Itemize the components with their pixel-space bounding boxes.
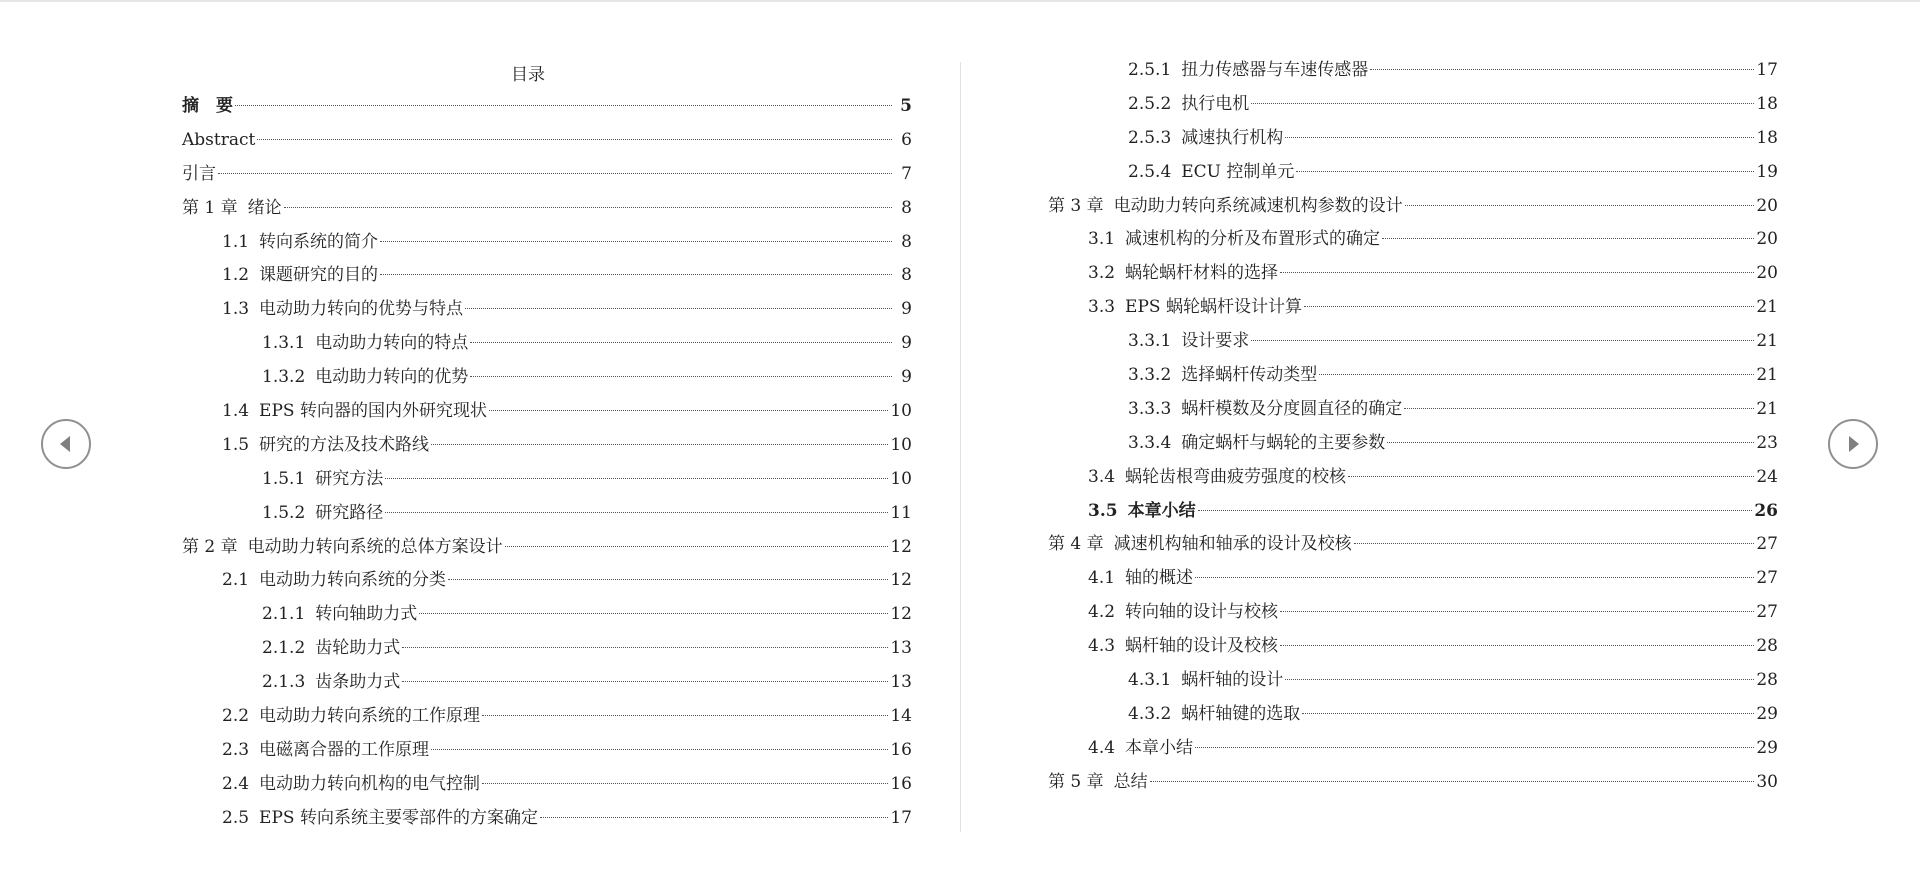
toc-entry-number: 1.1	[222, 231, 250, 252]
toc-entry-title: 蜗轮蜗杆材料的选择	[1125, 263, 1279, 284]
toc-entry-title: 电动助力转向的优势	[315, 367, 469, 388]
toc-entry[interactable]	[182, 395, 912, 429]
toc-entry-title: 确定蜗杆与蜗轮的主要参数	[1181, 432, 1386, 453]
toc-entry-page-number: 16	[890, 773, 912, 794]
toc-entry-number: 第 5 章	[1048, 771, 1104, 792]
toc-entry-page-number: 10	[890, 434, 912, 455]
toc-entry-page-number: 29	[1756, 737, 1778, 758]
toc-entry-page-number: 9	[901, 299, 912, 320]
toc-entry[interactable]	[1048, 732, 1778, 766]
toc-entry-title: 蜗杆模数及分度圆直径的确定	[1181, 398, 1403, 419]
toc-entry-title: 研究方法	[315, 468, 384, 489]
toc-entry-title: EPS 转向系统主要零部件的方案确定	[259, 807, 538, 828]
toc-entry-page-number: 17	[1756, 60, 1778, 80]
toc-entry[interactable]	[1048, 88, 1778, 122]
toc-entry[interactable]	[182, 497, 912, 531]
toc-entry-title: 转向轴的设计与校核	[1125, 602, 1279, 623]
toc-entry-title: 选择蜗杆传动类型	[1181, 365, 1318, 386]
dot-leader	[402, 647, 888, 648]
dot-leader	[540, 817, 888, 818]
toc-entry[interactable]	[182, 429, 912, 463]
dot-leader	[1304, 306, 1754, 307]
toc-entry-title: 蜗杆轴的设计及校核	[1125, 636, 1279, 657]
dot-leader	[431, 749, 888, 750]
toc-entry-number: 2.1.3	[262, 672, 306, 693]
toc-entry-page-number: 12	[890, 570, 912, 591]
toc-list-right	[1048, 54, 1778, 800]
chevron-left-icon	[43, 421, 89, 467]
toc-entry-title: EPS 蜗轮蜗杆设计计算	[1125, 297, 1302, 318]
toc-entry-page-number: 16	[890, 739, 912, 760]
toc-entry[interactable]	[182, 226, 912, 260]
toc-entry-number: 第 1 章	[182, 197, 238, 218]
toc-entry-number: 2.5.1	[1128, 60, 1172, 80]
toc-entry-number: 1.2	[222, 265, 250, 286]
page-divider	[960, 62, 961, 832]
toc-entry[interactable]	[1048, 257, 1778, 291]
toc-entry-number: 3.3.1	[1128, 331, 1172, 352]
toc-entry[interactable]	[1048, 156, 1778, 190]
dot-leader	[431, 444, 888, 445]
toc-entry-number: 3.4	[1088, 466, 1116, 487]
dot-leader	[1150, 781, 1754, 782]
toc-entry-page-number: 11	[890, 502, 912, 523]
toc-entry[interactable]	[1048, 359, 1778, 393]
toc-entry-title: 转向轴助力式	[315, 604, 418, 625]
dot-leader	[385, 512, 888, 513]
toc-entry-page-number: 27	[1756, 568, 1778, 589]
dot-leader	[218, 173, 892, 174]
toc-entry-page-number: 12	[890, 536, 912, 557]
toc-entry[interactable]	[182, 531, 912, 565]
dot-leader	[1382, 238, 1754, 239]
toc-entry[interactable]	[1048, 698, 1778, 732]
chevron-right-icon	[1830, 421, 1876, 467]
toc-entry-title: ECU 控制单元	[1181, 161, 1295, 182]
toc-entry[interactable]	[182, 802, 912, 836]
toc-entry-page-number: 29	[1756, 703, 1778, 724]
toc-entry[interactable]	[182, 632, 912, 666]
toc-entry[interactable]	[182, 293, 912, 327]
toc-entry-page-number: 10	[890, 468, 912, 489]
toc-entry-number: 4.3.1	[1128, 670, 1172, 691]
dot-leader	[1370, 69, 1754, 70]
toc-entry[interactable]	[182, 259, 912, 293]
dot-leader	[1405, 205, 1754, 206]
toc-entry-page-number: 26	[1754, 500, 1778, 521]
toc-entry-title: 电动助力转向机构的电气控制	[259, 773, 481, 794]
left-page	[182, 54, 912, 836]
toc-entry-number: 第 3 章	[1048, 195, 1104, 216]
toc-entry-page-number: 6	[901, 129, 912, 150]
toc-entry-page-number: 30	[1756, 771, 1778, 792]
toc-entry-title: 轴的概述	[1125, 568, 1194, 589]
toc-entry-page-number: 21	[1756, 297, 1778, 318]
toc-entry[interactable]	[1048, 122, 1778, 156]
top-border	[0, 0, 1920, 2]
dot-leader	[1251, 340, 1754, 341]
toc-entry-title: 本章小结	[1125, 737, 1194, 758]
dot-leader	[1251, 103, 1754, 104]
toc-entry-page-number: 10	[890, 401, 912, 422]
toc-entry-title: Abstract	[182, 129, 256, 150]
dot-leader	[1195, 747, 1754, 748]
toc-entry[interactable]	[1048, 393, 1778, 427]
toc-entry-number: 2.1.2	[262, 638, 306, 659]
toc-entry-title: 设计要求	[1181, 331, 1250, 352]
toc-entry-title: 减速机构轴和轴承的设计及校核	[1113, 534, 1352, 555]
toc-entry-title: 电动助力转向的优势与特点	[259, 299, 464, 320]
toc-entry-page-number: 27	[1756, 534, 1778, 555]
toc-entry-number: 2.3	[222, 739, 250, 760]
toc-entry-number: 2.4	[222, 773, 250, 794]
toc-entry-title: 减速执行机构	[1181, 127, 1284, 148]
toc-entry[interactable]	[182, 327, 912, 361]
toc-entry-title: 电动助力转向系统的总体方案设计	[247, 536, 503, 557]
toc-entry[interactable]	[182, 598, 912, 632]
toc-entry[interactable]	[182, 361, 912, 395]
toc-entry[interactable]	[182, 90, 912, 124]
dot-leader	[257, 139, 892, 140]
toc-entry-title: 电动助力转向系统的工作原理	[259, 706, 481, 727]
dot-leader	[1354, 543, 1754, 544]
toc-entry-number: 4.4	[1088, 737, 1116, 758]
dot-leader	[1319, 374, 1754, 375]
toc-entry-number: 1.5.1	[262, 468, 306, 489]
toc-entry-page-number: 27	[1756, 602, 1778, 623]
toc-entry[interactable]	[1048, 495, 1778, 529]
toc-entry[interactable]	[1048, 630, 1778, 664]
toc-list-left	[182, 54, 912, 836]
toc-entry-title: 课题研究的目的	[259, 265, 379, 286]
toc-entry-number: 2.5	[222, 807, 250, 828]
dot-leader	[419, 613, 888, 614]
dot-leader	[385, 478, 888, 479]
toc-entry-page-number: 24	[1756, 466, 1778, 487]
toc-entry-page-number: 17	[890, 807, 912, 828]
toc-entry-title: 转向系统的简介	[259, 231, 379, 252]
toc-entry-number: 3.5	[1088, 500, 1118, 521]
toc-entry-page-number: 5	[900, 96, 912, 116]
toc-entry-page-number: 9	[901, 333, 912, 354]
dot-leader	[1195, 577, 1754, 578]
dot-leader	[1285, 137, 1754, 138]
toc-entry-number: 1.5.2	[262, 502, 306, 523]
toc-entry-page-number: 8	[901, 265, 912, 286]
toc-entry-number: 2.5.4	[1128, 161, 1172, 182]
toc-entry-number: 3.3	[1088, 297, 1116, 318]
toc-entry-number: 2.5.2	[1128, 93, 1172, 114]
toc-entry[interactable]	[182, 463, 912, 497]
toc-entry-number: 1.3.2	[262, 367, 306, 388]
toc-entry-title: 电磁离合器的工作原理	[259, 739, 430, 760]
toc-entry-title: 研究的方法及技术路线	[259, 434, 430, 455]
toc-entry[interactable]	[182, 158, 912, 192]
toc-entry-number: 3.3.4	[1128, 432, 1172, 453]
toc-entry[interactable]	[182, 564, 912, 598]
toc-entry-page-number: 21	[1756, 365, 1778, 386]
toc-entry-page-number: 18	[1756, 127, 1778, 148]
dot-leader	[1296, 171, 1754, 172]
toc-entry-title: 执行电机	[1181, 93, 1250, 114]
toc-entry[interactable]	[182, 768, 912, 802]
toc-entry-number: 第 4 章	[1048, 534, 1104, 555]
toc-entry-page-number: 14	[890, 706, 912, 727]
dot-leader	[284, 207, 892, 208]
toc-entry-title: 扭力传感器与车速传感器	[1181, 60, 1369, 80]
toc-entry[interactable]	[1048, 596, 1778, 630]
toc-entry-page-number: 20	[1756, 195, 1778, 216]
toc-entry-title: 绪论	[247, 197, 282, 218]
dot-leader	[1302, 713, 1754, 714]
toc-entry-title: 总结	[1113, 771, 1148, 792]
toc-entry-number: 2.1.1	[262, 604, 306, 625]
dot-leader	[482, 783, 888, 784]
toc-entry[interactable]	[1048, 291, 1778, 325]
toc-entry[interactable]	[1048, 528, 1778, 562]
toc-entry-number: 1.4	[222, 401, 250, 422]
toc-entry-page-number: 28	[1756, 670, 1778, 691]
toc-entry-page-number: 20	[1756, 263, 1778, 284]
toc-entry[interactable]	[182, 666, 912, 700]
toc-entry-title: 齿轮助力式	[315, 638, 401, 659]
toc-entry-page-number: 13	[890, 638, 912, 659]
toc-entry-page-number: 21	[1756, 398, 1778, 419]
toc-entry[interactable]	[1048, 461, 1778, 495]
toc-entry-title: 蜗杆轴的设计	[1181, 670, 1284, 691]
toc-entry[interactable]	[1048, 223, 1778, 257]
toc-entry-title: 引言	[182, 163, 216, 184]
toc-entry-number: 1.3.1	[262, 333, 306, 354]
toc-entry-number: 2.2	[222, 706, 250, 727]
toc-entry-title: 摘 要	[182, 96, 233, 116]
dot-leader	[1285, 679, 1754, 680]
dot-leader	[470, 376, 892, 377]
toc-entry-page-number: 13	[890, 672, 912, 693]
toc-entry-page-number: 9	[901, 367, 912, 388]
toc-entry-title: EPS 转向器的国内外研究现状	[259, 401, 487, 422]
toc-entry-page-number: 8	[901, 231, 912, 252]
dot-leader	[1280, 272, 1754, 273]
toc-entry-number: 4.3	[1088, 636, 1116, 657]
toc-entry[interactable]	[1048, 325, 1778, 359]
toc-entry-number: 3.3.3	[1128, 398, 1172, 419]
toc-entry-number: 4.2	[1088, 602, 1116, 623]
toc-entry-number: 3.1	[1088, 229, 1116, 250]
toc-entry[interactable]	[182, 192, 912, 226]
toc-entry-page-number: 28	[1756, 636, 1778, 657]
toc-entry-page-number: 7	[901, 163, 912, 184]
toc-title: 目录	[511, 65, 545, 85]
toc-entry[interactable]	[1048, 562, 1778, 596]
toc-entry-page-number: 19	[1756, 161, 1778, 182]
dot-leader	[1348, 476, 1754, 477]
toc-entry-title: 电动助力转向系统的分类	[259, 570, 447, 591]
toc-entry-page-number: 21	[1756, 331, 1778, 352]
dot-leader	[482, 715, 888, 716]
previous-page-button[interactable]	[41, 419, 91, 469]
dot-leader	[1387, 442, 1754, 443]
dot-leader	[448, 579, 888, 580]
dot-leader	[380, 274, 892, 275]
toc-entry-title: 电动助力转向系统减速机构参数的设计	[1113, 195, 1403, 216]
dot-leader	[1280, 611, 1754, 612]
toc-entry[interactable]	[1048, 54, 1778, 88]
dot-leader	[470, 342, 892, 343]
toc-entry-title: 电动助力转向的特点	[315, 333, 469, 354]
toc-entry-number: 2.1	[222, 570, 250, 591]
next-page-button[interactable]	[1828, 419, 1878, 469]
toc-entry-number: 4.1	[1088, 568, 1116, 589]
dot-leader	[235, 105, 892, 106]
toc-entry-title: 蜗杆轴键的选取	[1181, 703, 1301, 724]
toc-entry-number: 2.5.3	[1128, 127, 1172, 148]
toc-entry[interactable]	[182, 124, 912, 158]
toc-entry-page-number: 8	[901, 197, 912, 218]
toc-entry-title: 研究路径	[315, 502, 384, 523]
toc-entry[interactable]	[182, 700, 912, 734]
toc-entry[interactable]	[1048, 664, 1778, 698]
dot-leader	[380, 241, 892, 242]
toc-entry-page-number: 23	[1756, 432, 1778, 453]
toc-entry-page-number: 12	[890, 604, 912, 625]
toc-entry-number: 1.5	[222, 434, 250, 455]
toc-entry-title: 减速机构的分析及布置形式的确定	[1125, 229, 1381, 250]
dot-leader	[489, 410, 888, 411]
toc-entry-number: 第 2 章	[182, 536, 238, 557]
toc-entry-title: 齿条助力式	[315, 672, 401, 693]
dot-leader	[1404, 408, 1754, 409]
toc-entry[interactable]	[1048, 766, 1778, 800]
toc-entry[interactable]	[1048, 190, 1778, 224]
toc-entry-title: 本章小结	[1127, 500, 1196, 521]
toc-entry[interactable]	[182, 734, 912, 768]
toc-entry-number: 4.3.2	[1128, 703, 1172, 724]
right-page	[1048, 54, 1778, 800]
toc-entry-number: 3.3.2	[1128, 365, 1172, 386]
toc-entry-page-number: 18	[1756, 93, 1778, 114]
toc-entry-title: 蜗轮齿根弯曲疲劳强度的校核	[1125, 466, 1347, 487]
dot-leader	[1198, 510, 1753, 511]
toc-entry-number: 3.2	[1088, 263, 1116, 284]
dot-leader	[1280, 645, 1754, 646]
toc-entry[interactable]	[1048, 427, 1778, 461]
dot-leader	[402, 681, 888, 682]
dot-leader	[465, 308, 892, 309]
dot-leader	[505, 546, 889, 547]
toc-entry-page-number: 20	[1756, 229, 1778, 250]
toc-entry-number: 1.3	[222, 299, 250, 320]
